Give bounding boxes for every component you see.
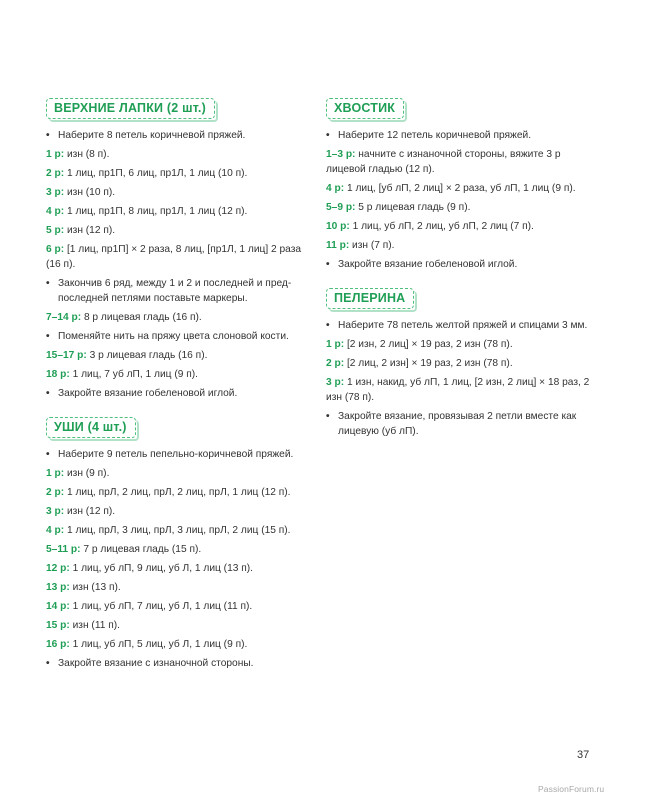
row-text: 1 лиц, 7 уб лП, 1 лиц (9 п).: [69, 369, 198, 380]
row-label: 2 р:: [46, 168, 65, 179]
row-label: 2 р:: [326, 358, 345, 369]
bullet-instruction: [46, 329, 314, 344]
bullet-icon: •: [46, 331, 50, 342]
row-label: 6 р:: [46, 244, 65, 255]
row-label: 5 р:: [46, 225, 65, 236]
row-instruction: [46, 147, 314, 162]
section-heading: УШИ (4 шт.): [46, 417, 136, 438]
row-instruction: [46, 485, 314, 500]
row-text: изн (12 п).: [64, 506, 116, 517]
row-text: изн (8 п).: [64, 149, 110, 160]
instruction-text: Закройте вязание гобеленовой иглой.: [338, 259, 518, 270]
row-text: изн (11 п).: [69, 620, 120, 631]
section-heading: ВЕРХНИЕ ЛАПКИ (2 шт.): [46, 98, 215, 119]
row-label: 2 р:: [46, 487, 65, 498]
bullet-icon: •: [326, 130, 330, 141]
row-instruction: [46, 242, 314, 272]
section-heading: ХВОСТИК: [326, 98, 404, 119]
instruction-text: Закройте вязание, провязывая 2 петли вместе как лицевую (уб лП).: [338, 411, 577, 437]
row-text: 1 лиц, уб лП, 5 лиц, уб Л, 1 лиц (9 п).: [69, 639, 248, 650]
row-instruction: [46, 561, 314, 576]
row-text: 7 р лицевая гладь (15 п).: [80, 544, 202, 555]
row-label: 5–9 р:: [326, 202, 356, 213]
bullet-icon: •: [326, 411, 330, 422]
instruction-text: Закройте вязание с изнаночной стороны.: [58, 658, 254, 669]
bullet-icon: •: [46, 449, 50, 460]
row-text: 1 лиц, прЛ, 2 лиц, прЛ, 2 лиц, прЛ, 1 лиц (12 п).: [64, 487, 291, 498]
row-instruction: [46, 580, 314, 595]
row-text: 1 лиц, уб лП, 9 лиц, уб Л, 1 лиц (13 п).: [69, 563, 253, 574]
row-label: 1 р:: [46, 149, 65, 160]
row-instruction: [326, 238, 594, 253]
row-instruction: [326, 337, 594, 352]
row-instruction: [46, 367, 314, 382]
row-instruction: [46, 599, 314, 614]
bullet-instruction: [46, 447, 314, 462]
instruction-text: Наберите 12 петель коричневой пряжей.: [338, 130, 532, 141]
bullet-icon: •: [46, 658, 50, 669]
row-label: 15–17 р:: [46, 350, 87, 361]
row-instruction: [46, 348, 314, 363]
instruction-text: Наберите 9 петель пепельно-коричневой пряжей.: [58, 449, 294, 460]
row-label: 1–3 р:: [326, 149, 356, 160]
row-text: [2 лиц, 2 изн] × 19 раз, 2 изн (78 п).: [344, 358, 513, 369]
bullet-instruction: [326, 318, 594, 333]
row-label: 4 р:: [46, 525, 65, 536]
row-label: 5–11 р:: [46, 544, 81, 555]
instruction-text: Наберите 78 петель желтой пряжей и спицами 3 мм.: [338, 320, 588, 331]
instruction-text: Закройте вязание гобеленовой иглой.: [58, 388, 238, 399]
row-text: изн (7 п).: [349, 240, 395, 251]
row-text: [1 лиц, пр1П] × 2 раза, 8 лиц, [пр1Л, 1 лиц] 2 раза (16 п).: [46, 244, 302, 270]
row-instruction: [46, 185, 314, 200]
row-label: 1 р:: [326, 339, 345, 350]
row-instruction: [46, 204, 314, 219]
row-label: 18 р:: [46, 369, 70, 380]
row-text: 1 лиц, уб лП, 7 лиц, уб Л, 1 лиц (11 п).: [69, 601, 253, 612]
instruction-text: Поменяйте нить на пряжу цвета слоновой кости.: [58, 331, 289, 342]
row-instruction: [326, 200, 594, 215]
right-column: [326, 98, 594, 455]
row-text: изн (9 п).: [64, 468, 110, 479]
bullet-instruction: [46, 276, 314, 306]
pattern-section: [326, 288, 594, 439]
row-label: 4 р:: [326, 183, 345, 194]
row-label: 13 р:: [46, 582, 70, 593]
row-text: изн (10 п).: [64, 187, 116, 198]
row-instruction: [326, 219, 594, 234]
row-instruction: [46, 618, 314, 633]
bullet-instruction: [326, 257, 594, 272]
row-instruction: [46, 523, 314, 538]
bullet-instruction: [326, 409, 594, 439]
row-label: 14 р:: [46, 601, 70, 612]
row-label: 15 р:: [46, 620, 70, 631]
row-label: 3 р:: [326, 377, 345, 388]
row-label: 4 р:: [46, 206, 65, 217]
row-instruction: [326, 375, 594, 405]
row-instruction: [46, 223, 314, 238]
bullet-instruction: [46, 128, 314, 143]
row-label: 3 р:: [46, 506, 65, 517]
pattern-section: [326, 98, 594, 272]
row-text: 8 р лицевая гладь (16 п).: [81, 312, 202, 323]
row-label: 7–14 р:: [46, 312, 82, 323]
section-heading: ПЕЛЕРИНА: [326, 288, 414, 309]
row-text: [2 изн, 2 лиц] × 19 раз, 2 изн (78 п).: [344, 339, 513, 350]
bullet-icon: •: [46, 388, 50, 399]
row-instruction: [326, 147, 594, 177]
row-text: изн (12 п).: [64, 225, 116, 236]
row-label: 12 р:: [46, 563, 70, 574]
row-text: 1 лиц, уб лП, 2 лиц, уб лП, 2 лиц (7 п).: [349, 221, 534, 232]
row-text: изн (13 п).: [69, 582, 121, 593]
bullet-instruction: [46, 656, 314, 671]
row-text: 1 лиц, прЛ, 3 лиц, прЛ, 3 лиц, прЛ, 2 лиц (15 п).: [64, 525, 291, 536]
bullet-instruction: [326, 128, 594, 143]
row-instruction: [46, 466, 314, 481]
instruction-text: Закончив 6 ряд, между 1 и 2 и последней и пред-последней петлями поставьте маркеры.: [58, 278, 292, 304]
row-text: начните с изнаночной стороны, вяжите 3 р лицевой гладью (12 п).: [326, 149, 561, 175]
row-text: 1 лиц, пр1П, 8 лиц, пр1Л, 1 лиц (12 п).: [64, 206, 248, 217]
row-instruction: [46, 542, 314, 557]
row-text: 1 лиц, [уб лП, 2 лиц] × 2 раза, уб лП, 1 лиц (9 п).: [344, 183, 576, 194]
watermark-text: PassionForum.ru: [538, 784, 605, 794]
row-label: 3 р:: [46, 187, 65, 198]
row-text: 3 р лицевая гладь (16 п).: [86, 350, 208, 361]
row-text: 1 изн, накид, уб лП, 1 лиц, [2 изн, 2 лиц] × 18 раз, 2 изн (78 п).: [326, 377, 590, 403]
row-instruction: [326, 356, 594, 371]
row-instruction: [46, 504, 314, 519]
row-text: 5 р лицевая гладь (9 п).: [355, 202, 471, 213]
bullet-icon: •: [46, 278, 50, 289]
bullet-icon: •: [326, 259, 330, 270]
page-number: 37: [577, 749, 590, 761]
pattern-section: [46, 98, 314, 401]
bullet-instruction: [46, 386, 314, 401]
row-label: 10 р:: [326, 221, 350, 232]
row-instruction: [46, 310, 314, 325]
row-instruction: [326, 181, 594, 196]
row-text: 1 лиц, пр1П, 6 лиц, пр1Л, 1 лиц (10 п).: [64, 168, 248, 179]
row-instruction: [46, 637, 314, 652]
bullet-icon: •: [46, 130, 50, 141]
row-label: 16 р:: [46, 639, 70, 650]
row-instruction: [46, 166, 314, 181]
row-label: 1 р:: [46, 468, 65, 479]
left-column: [46, 98, 314, 687]
instruction-text: Наберите 8 петель коричневой пряжей.: [58, 130, 246, 141]
bullet-icon: •: [326, 320, 330, 331]
pattern-section: [46, 417, 314, 671]
row-label: 11 р:: [326, 240, 350, 251]
